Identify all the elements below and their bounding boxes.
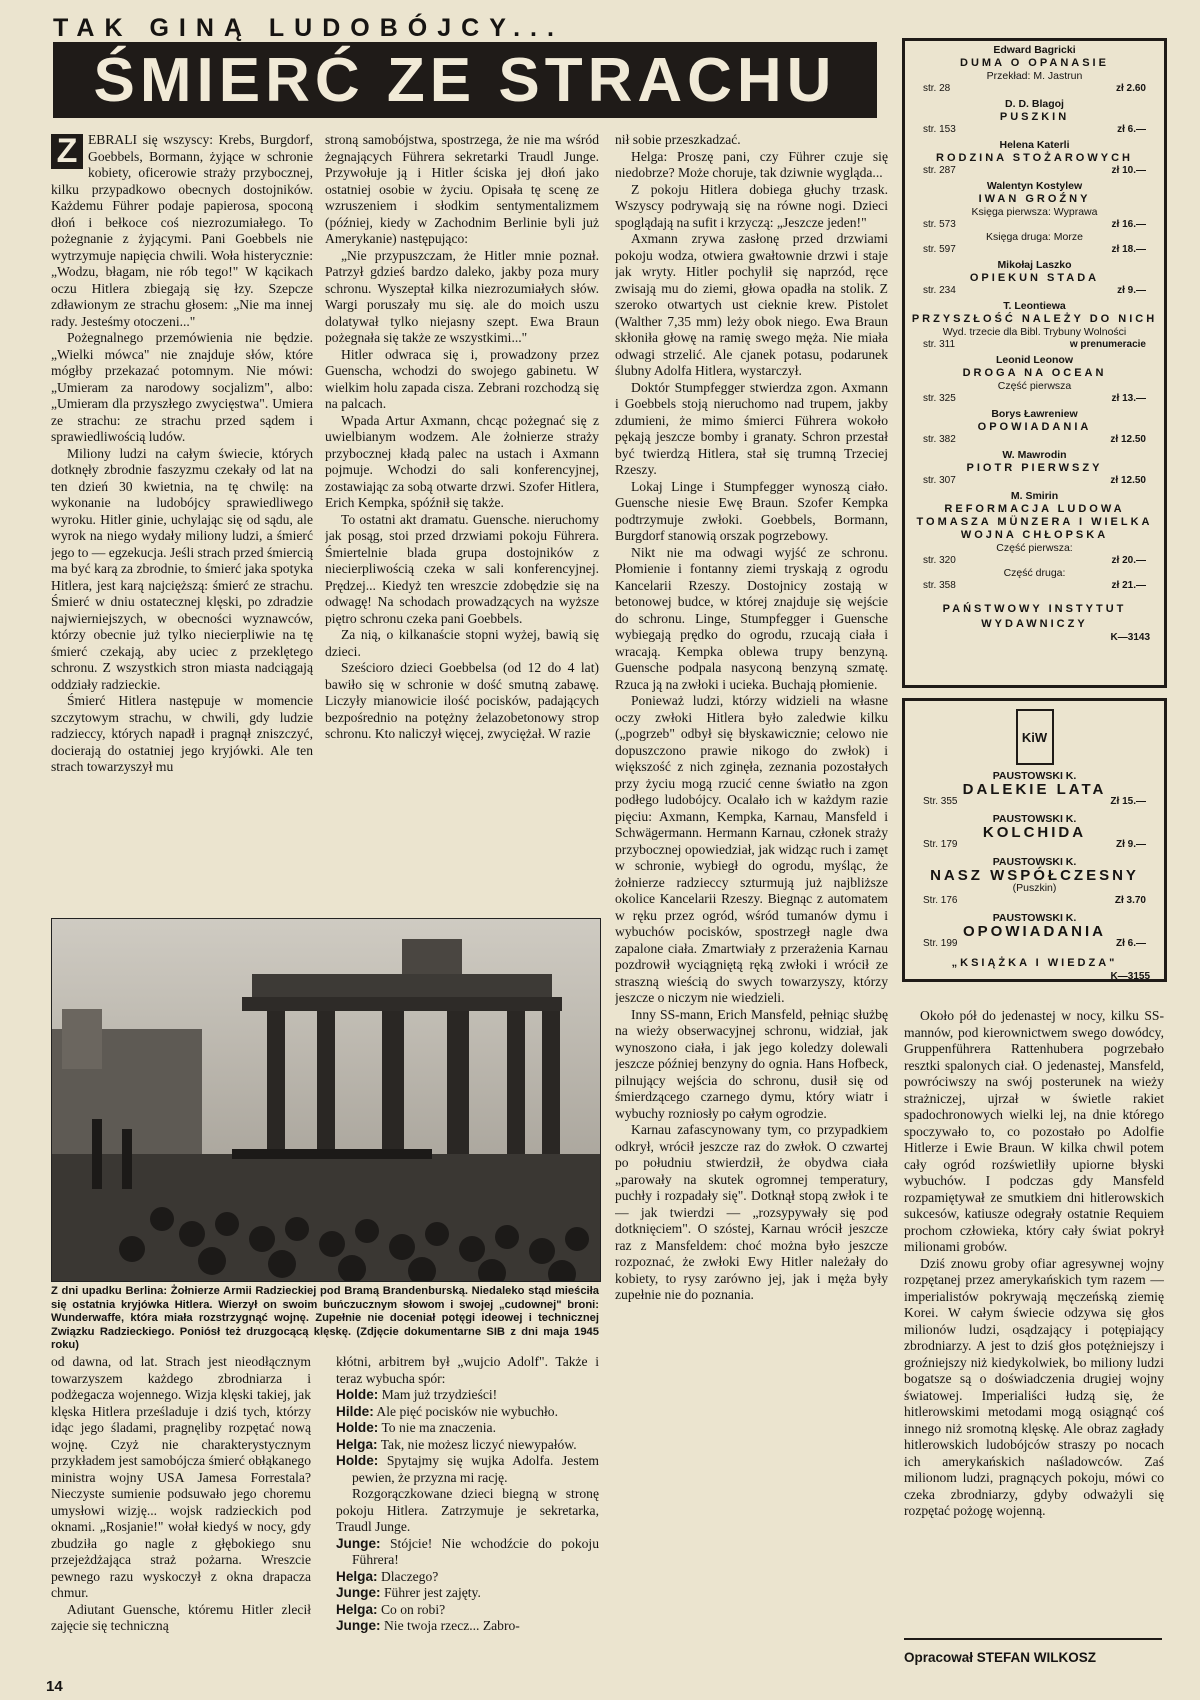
ad-publisher: PAŃSTWOWY INSTYTUT WYDAWNICZY <box>942 603 1127 630</box>
headline: ŚMIERĆ ZE STRACHU <box>53 42 877 118</box>
book-price: Zł 9.— <box>1115 839 1146 850</box>
book-price-row <box>905 339 1164 351</box>
book-price-row <box>905 434 1164 446</box>
paragraph: Axmann zrywa zasłonę przed drzwiami pokoju wodza, otwiera gwałtownie drzwi i staje jak wryty. Hitler pochylił się naprzód, ręce zwisają mu do ziemi, głowa opadła na stolik. Z szeroko otwartych ust cieknie krew. Pistolet (Walther 7,35 mm) leży obok niego. Ewa Braun skłoniła głowę na ramię swego męża. Nie miała odwagi strzelić. Ale cjanek potasu, podarunek ślubny Adolfa Hitlera, wystarczył. <box>615 231 888 378</box>
ad-book-entry <box>905 44 1164 95</box>
ad-book-entry <box>905 354 1164 405</box>
book-title: OPOWIADANIA <box>977 421 1092 433</box>
dialog-line: Helga: Co on robi? <box>336 1601 446 1617</box>
book-price-row <box>905 895 1164 907</box>
book-title: DROGA NA OCEAN <box>962 367 1107 379</box>
ad-book-entry <box>905 259 1164 297</box>
berlin-brandenburg-gate-photo <box>51 918 601 1282</box>
book-title: DUMA O OPANASIE <box>960 57 1109 69</box>
article-column-3 <box>615 132 888 1682</box>
photo-illustration <box>52 919 600 1281</box>
ad-book-entry <box>905 856 1164 907</box>
book-title: OPIEKUN STADA <box>969 272 1100 284</box>
photo-caption: Z dni upadku Berlina: Żołnierze Armii Radzieckiej pod Bramą Brandenburską. Niedaleko stąd mieściła się ostatnia kryjówka Hitlera. Wierzył on swoim buńczucznym słowom i swojej „cudownej" broni: Wunderwaffe, która miała rozstrzygnąć wojnę. Zupełnie nie doceniał potęgi ideowej i technicznej Związku Radzieckiego. Poniósł też druzgocącą klęskę. (Zdjęcie dokumentarne SIB z dni maja 1945 roku) <box>51 1285 599 1352</box>
paragraph: Karnau zafascynowany tym, co przypadkiem odkrył, wrócił jeszcze raz do zwłok. O czwartej po południu stwierdził, że obydwa ciała „parowały na skutek ogromnej temperatury, puchły i rozpadały się". Dotknął stopą zwłok i te — jak twierdzi — „rozsypywały się pod dotknięciem". O szóstej, Karnau wrócił jeszcze raz z Mansfeldem: choć można było jeszcze rozpoznać, że zwłoki Ewy Hitler należały do kobiety, to rysy zarówno jej, jak i męża były zupełnie nie do poznania. <box>615 1122 888 1302</box>
book-price: zł 18.— <box>1111 244 1146 255</box>
ad-book-entry <box>905 449 1164 487</box>
paragraph: kłótni, arbitrem był „wujcio Adolf". Także i teraz wybucha spór: <box>336 1354 599 1386</box>
book-author: Leonid Leonow <box>996 354 1073 366</box>
dialog-line: Helga: Dlaczego? <box>336 1568 439 1584</box>
book-pages: str. 320 <box>923 555 956 566</box>
book-price: zł 12.50 <box>1110 434 1146 445</box>
book-subtitle: Przekład: M. Jastrun <box>986 70 1083 82</box>
book-price-row <box>905 393 1164 405</box>
book-price: zł 12.50 <box>1110 475 1146 486</box>
dialog-line: Helga: Tak, nie możesz liczyć niewypałów. <box>336 1436 577 1452</box>
book-pages: str. 325 <box>923 393 956 404</box>
paragraph: Śmierć Hitlera następuje w momencie szczytowym strachu, w chwili, gdy ludzie radzieccy, których napadł i pragnął zniszczyć, docierają do ostatniej jego kryjówki. Ale ten strach towarzyszył mu <box>51 693 313 774</box>
book-pages: str. 311 <box>923 339 956 350</box>
ad-book-entry <box>905 813 1164 851</box>
book-pages: Str. 176 <box>923 895 958 906</box>
paragraph: Adiutant Guensche, któremu Hitler zlecił zajęcie się techniczną <box>51 1601 311 1633</box>
publisher-ad-piw <box>902 38 1167 688</box>
book-title: REFORMACJA LUDOWA TOMASZA MÜNZERA I WIELKA WOJNA CHŁOPSKA <box>916 503 1153 541</box>
book-author: D. D. Blagoj <box>1005 98 1064 110</box>
paragraph: Rozgorączkowane dzieci biegną w stronę pokoju Hitlera. Zatrzymuje je sekretarka, Traudl Junge. <box>336 1486 599 1534</box>
paragraph: nił sobie przeszkadzać. <box>615 132 741 147</box>
book-price-row <box>905 124 1164 136</box>
book-price-row <box>905 83 1164 95</box>
ad-book-entry <box>905 912 1164 950</box>
book-price-row <box>905 219 1164 231</box>
book-author: Borys Ławreniew <box>991 408 1078 420</box>
paragraph: Sześcioro dzieci Goebbelsa (od 12 do 4 lat) bawiło się w schronie w dość smutną zabawę. Liczyły mianowicie ilość pocisków, padających bezpośrednio na potężny żelazobetonowy strop schronu. Kto naliczył więcej, zwyciężał. W razie <box>325 660 599 741</box>
book-author: M. Smirin <box>1010 490 1059 502</box>
paragraph: Nikt nie ma odwagi wyjść ze schronu. Płomienie i fontanny ziemi tryskają z ogrodu Kancelarii Rzeszy. Dostojnicy zostają w betonowej budce, w której znajduje się wejście do schronu. Linge, Stumpfegger i Guensche wybiegają prędko do ogrodu, rzucają ciała i wracają. Kempka oblewa trupy benzyną. Guensche podpala nasyconą benzyną szmatę. Rzuca ją na zwłoki i ucieka. Buchają płomienie. <box>615 544 888 692</box>
book-price: zł 20.— <box>1111 555 1146 566</box>
book-pages: str. 153 <box>923 124 956 135</box>
book-pages: str. 358 <box>923 580 956 591</box>
paragraph: stroną samobójstwa, spostrzega, że nie ma wśród żegnających Führera sekretarki Traudl Junge. Przywołuje ją i Hitler ściska jej dłoń jako ostatniej osobie w życiu. Opisała tę scenę ze wzruszeniem i słodkim sentymentalizmem (później, kiedy w Zachodnim Berlinie byli już Amerykanie) następująco: <box>325 132 599 246</box>
dialog-line: Junge: Stójcie! Nie wchodźcie do pokoju Führera! <box>336 1535 599 1567</box>
book-price: w prenumeracie <box>1069 339 1146 350</box>
book-price-row <box>905 580 1164 592</box>
kiw-logo-icon: KiW <box>1016 709 1054 765</box>
book-pages: str. 382 <box>923 434 956 445</box>
book-pages: Str. 355 <box>923 796 958 807</box>
book-title: IWAN GROŹNY <box>978 193 1091 205</box>
paragraph: Miliony ludzi na całym świecie, których dotknęły zbrodnie faszyzmu czekały od lat na ten dzień 30 kwietnia, na tę chwilę: na wykonanie na ludobójcy sprawiedliwego wyroku. Hitler ginie, uchylając się od sądu, ale wyrok na niego wydały miliony ludzi, a śmierć jego to — egzekucja. Jeśli strach przed śmiercią ma być karą za zbrodnie, to śmierć jaka spotyka Hitlera, jest karą najcięższą: śmierć ze strachu. Śmierć w dniu ostatecznej klęski, po zdradzie najwierniejszych, w obecności wyznawców, którzy obecnie już tylko niecierpliwie na tę śmierć czekają, aby uciec z przeklętego schronu. Z wszystkich stron miasta nadciągają oddziały radzieckie. <box>51 445 313 692</box>
paragraph: Wpada Artur Axmann, chcąc pożegnać się z uwielbianym wodzem. Ale żołnierze straży przybocznej kładą palec na ustach i Axmann pojmuje. Wchodzi do sali konferencyjnej, zostawiając za sobą otwarte drzwi. Szofer Hitlera, Erich Kempka, spóźnił się także. <box>325 412 599 510</box>
book-subtitle: Część pierwsza: <box>996 542 1073 554</box>
paragraph: Inny SS-mann, Erich Mansfeld, pełniąc służbę na wieży obserwacyjnej schronu, widział, jak wynoszono ciała, i jak jego koledzy dolewali jeszcze później benzyny do ognia. Hans Hofbeck, pilnujący wejścia do schronu, dusił się od śmierdzącego czarnego dymu, który wiatr i wybuchy rozniosły po całym ogrodzie. <box>615 1006 888 1121</box>
book-author: Mikołaj Laszko <box>997 259 1072 271</box>
article-column-2 <box>325 132 599 912</box>
book-title: PRZYSZŁOŚĆ NALEŻY DO NICH <box>911 313 1158 325</box>
book-pages: Str. 199 <box>923 938 958 949</box>
ad-code: K—3155 <box>1110 971 1150 982</box>
paragraph: „Nie przypuszczam, że Hitler mnie poznał. Patrzył gdzieś bardzo daleko, jakby poza mury schronu. Wyszeptał kilka niezrozumiałych słów. Wargi poruszały mu się. ale do moich uszu dolatywał tylko niejasny szept. Ewa Braun pożegnała się także ze wszystkimi..." <box>325 247 599 345</box>
book-price: zł 10.— <box>1111 165 1146 176</box>
paragraph: Za nią, o kilkanaście stopni wyżej, bawią się dzieci. <box>325 627 599 659</box>
paragraph: Hitler odwraca się i, prowadzony przez Guenscha, wchodzi do swojego gabinetu. W wielkim holu zapada cisza. Zebrani rozchodzą się na palcach. <box>325 346 599 411</box>
book-title: RODZINA STOŻAROWYCH <box>936 152 1133 164</box>
article-column-1 <box>51 132 313 912</box>
book-price: zł 6.— <box>1117 124 1146 135</box>
book-pages: str. 597 <box>923 244 956 255</box>
page-number: 14 <box>46 1678 63 1695</box>
book-price-row <box>905 475 1164 487</box>
book-price: Zł 3.70 <box>1114 895 1146 906</box>
book-author: Helena Katerli <box>999 139 1070 151</box>
book-title: KOLCHIDA <box>982 824 1087 841</box>
kiw-logo <box>905 709 1164 765</box>
book-title: DALEKIE LATA <box>962 781 1107 798</box>
book-pages: str. 28 <box>923 83 951 94</box>
ad-code: K—3143 <box>1110 632 1150 643</box>
ad-book-entry <box>905 300 1164 351</box>
paragraph: Pożegnalnego przemówienia nie będzie. „Wielki mówca" nie znajduje słów, które mógłby przekazać potomnym. Nie mówi: „Umieram za narodowy socjalizm", albo: „Umieram dla przyszłego zwycięstwa". Umiera ze strachu: ze strachu przed sądem i sprawiedliwością ludów. <box>51 330 313 444</box>
book-author: W. Mawrodin <box>1002 449 1067 461</box>
publisher-ad-kiw <box>902 698 1167 982</box>
ad-book-list <box>905 44 1164 592</box>
book-subtitle: Część pierwsza <box>997 380 1072 392</box>
book-author: PAUSTOWSKI K. <box>992 912 1077 924</box>
book-pages: str. 307 <box>923 475 956 486</box>
dialog-line: Holde: Spytajmy się wujka Adolfa. Jestem pewien, że przyzna mi rację. <box>336 1453 599 1485</box>
book-author: PAUSTOWSKI K. <box>992 856 1077 868</box>
paragraph: To ostatni akt dramatu. Guensche. nieruchomy jak posąg, stoi przed drzwiami pokoju Führera. Śmiertelnie blada grupa dostojników z niecierpliwością czeka w sali konferencyjnej. Prędzej... Kiedyż ten wreszcie zdobędzie się na odwagę! Na schodach prowadzących na wyższe piętro schronu czeka pani Goebbels. <box>325 511 599 626</box>
book-price: Zł 6.— <box>1115 938 1146 949</box>
ad-publisher: „KSIĄŻKA I WIEDZA" <box>951 957 1118 969</box>
book-pages: str. 573 <box>923 219 956 230</box>
paragraph: Z EBRALI się wszyscy: Krebs, Burgdorf, Goebbels, Bormann, żyjące w schronie kobiety, oficerowie straży przybocznej, kilku przypadkowo obecnych dostojników. Każdemu Führer podaje papierosa, spoconą dłoń i bełkoce coś niezrozumiałego. To pożegnanie z żyjącymi. Pani Goebbels nie wytrzymuje napięcia chwili. Woła histerycznie: „Wodzu, błagam, nie rób tego!" W kącikach oczu Hitlera zbiegają się łzy. Szepcze zdławionym ze strachu głosem: „Nie ma innej rady. Jesteśmy otoczeni..." <box>51 132 313 329</box>
paragraph: Helga: Proszę pani, czy Führer czuje się niedobrze? Może choruje, tak dziwnie wygląda... <box>615 148 888 180</box>
book-author: PAUSTOWSKI K. <box>992 770 1077 782</box>
ad-book-entry <box>905 98 1164 136</box>
article-column-5 <box>51 1354 311 1669</box>
paragraph: Lokaj Linge i Stumpfegger wynoszą ciało. Guensche niesie Ewę Braun. Szofer Kempka podtrzymuje zwłoki. Goebbels, Bormann, Burgdorf stanowią orszak pogrzebowy. <box>615 478 888 543</box>
article-column-4 <box>904 1008 1164 1633</box>
book-price-row <box>905 555 1164 567</box>
paragraph: Doktór Stumpfegger stwierdza zgon. Axmann i Goebbels stoją nieruchomo nad trupem, jakby zdumieni, że mimo śmierci Führera wokoło pękają jeszcze bomby i granaty. Schron przestał być twierdzą Hitlera, stał się trumną Trzeciej Rzeszy. <box>615 379 888 477</box>
dialog-line: Hilde: Ale pięć pocisków nie wybuchło. <box>336 1403 559 1419</box>
dialog-line: Junge: Führer jest zajęty. <box>336 1585 481 1600</box>
book-author: Edward Bagricki <box>993 44 1076 56</box>
book-pages: str. 234 <box>923 285 956 296</box>
paragraph: Około pół do jedenastej w nocy, kilku SS-mannów, pod kierownictwem swego dowódcy, Gruppenführera Rattenhubera pogrzebało resztki spalonych ciał. O jedenastej, Mansfeld, powróciwszy na swój posterunek na wieży strażniczej, ujrzał w świetle rakiet spadochronowych wielki lej, na dnie którego spoczywało to, co pozostało po Adolfie Hitlerze i Ewie Braun. W kilka chwil potem cały ogród rozświetliły upiorne błyski wybuchów. I podczas gdy Mansfeld rozpamiętywał ze smutkiem dni hitlerowskich sukcesów, katiusze odegrały ostatnie Requiem prochom człowieka, który cały świat pokrył milionami grobów. <box>904 1008 1164 1254</box>
book-author: Walentyn Kostylew <box>986 180 1083 192</box>
paragraph: Z pokoju Hitlera dobiega głuchy trzask. Wszyscy podrywają się na równe nogi. Dzieci spoglądają na sufit i krzyczą: „Jeszcze jeden!" <box>615 181 888 230</box>
ad-book-entry <box>905 770 1164 808</box>
signature-rule <box>904 1638 1162 1640</box>
book-price-row <box>905 244 1164 256</box>
ad-book-entry <box>905 408 1164 446</box>
kicker: TAK GINĄ LUDOBÓJCY... <box>53 14 564 42</box>
book-author: PAUSTOWSKI K. <box>992 813 1077 825</box>
ad-book-entry <box>905 490 1164 592</box>
book-subtitle: Księga pierwsza: Wyprawa <box>971 206 1098 218</box>
book-subtitle: (Puszkin) <box>1012 882 1057 894</box>
paragraph: od dawna, od lat. Strach jest nieodłącznym towarzyszem każdego zbrodniarza i podżegacza wojennego. Wizja klęski takiej, jak klęska Hitlera prześladuje i dziś tych, którzy idąc jego śladami, pragnęliby rozpętać nową wojnę. Czyż nie charakterystycznym przykładem jest samobójcza śmierć obłąkanego ministra wojny USA Jamesa Forrestala? Nieczyste sumienie podsuwało jego choremu umysłowi wizję... wojsk radzieckich pod oknami. „Rosjanie!" wołał kiedyś w nocy, gdy zbudziła go nagle z głębokiego snu przejeżdżająca straż pożarna. Wreszcie pewnego razu wyskoczył z okna drapacza chmur. <box>51 1354 311 1600</box>
book-price: Zł 15.— <box>1110 796 1146 807</box>
dialog-line: Holde: To nie ma znaczenia. <box>336 1420 496 1435</box>
book-subtitle: Wyd. trzecie dla Bibl. Trybuny Wolności <box>942 326 1127 338</box>
book-subtitle: Księga druga: Morze <box>986 231 1083 243</box>
book-price-row <box>905 165 1164 177</box>
ad-book-entry <box>905 139 1164 177</box>
paragraph: Dziś znowu groby ofiar agresywnej wojny rozpętanej przez amerykańskich tym razem — imperialistów pokrywają męczeńską ziemię Korei. W całym świecie odzywa się głos milionów ludzi, osądzający i potępiający zbrodniarzy. A jest to dziś głos potężniejszy i groźniejszy niż kiedykolwiek, bo miliony ludzi bogatsze są o doświadczenia drugiej wojny światowej. Imperialiści łudzą się, że hitlerowskimi metodami mogą osiągnąć coś innego niż sromotną klęskę. Ale obraz zagłady hitlerowskich ludobójców straszy po nocach ich amerykańskich naśladowców. Zaś milionom ludzi, pragnących pokoju, mówi co czeka zbrodniarzy, gdyby odważyli się rozpętać pożogę wojenną. <box>904 1255 1164 1518</box>
dropcap: Z <box>51 134 83 169</box>
ad-book-entry <box>905 180 1164 256</box>
book-title: PIOTR PIERWSZY <box>966 462 1103 474</box>
ad-book-list <box>905 770 1164 950</box>
book-price: zł 16.— <box>1111 219 1146 230</box>
book-title: PUSZKIN <box>999 111 1070 123</box>
book-title: NASZ WSPÓŁCZESNY <box>930 867 1139 884</box>
book-author: T. Leontiewa <box>1003 300 1066 312</box>
book-pages: str. 287 <box>923 165 956 176</box>
book-price: zł 21.— <box>1111 580 1146 591</box>
book-title: OPOWIADANIA <box>963 923 1106 940</box>
author-signature: Opracował STEFAN WILKOSZ <box>904 1650 1097 1665</box>
book-price: zł 2.60 <box>1115 83 1146 94</box>
book-pages: Str. 179 <box>923 839 958 850</box>
book-price: zł 13.— <box>1111 393 1146 404</box>
book-subtitle: Część druga: <box>1003 567 1066 579</box>
book-price-row <box>905 285 1164 297</box>
book-price: zł 9.— <box>1117 285 1146 296</box>
article-column-6 <box>336 1354 599 1674</box>
dialog-line: Holde: Mam już trzydzieści! <box>336 1387 498 1402</box>
paragraph: Ponieważ ludzi, którzy widzieli na własne oczy zwłoki Hitlera było zaledwie kilku („pogrzeb" odbył się błyskawicznie; celowo nie dopuszczono prawie nikogo do zwłok) i większość z nich zginęła, zeznania pozostałych przy życiu mogą rzucić cenne światło na zgon podłego ludobójcy. Ocalało ich w każdym razie pięciu: Axmann, Kempka, Karnau, Mansfeld i Schwägermann. Hermann Karnau, członek straży przybocznej opowiedział, jak widząc ruch i zamęt w schronie, wybiegł do ogrodu, myśląc, że żołnierze radzieccy szturmują już najbliższe okolice Kancelarii Rzeszy. Biegnąc z automatem w ręku przez ogród, wśród tumanów dymu i wybuchów pocisków, spostrzegł nagle dwa zapalone ciała. Zmartwiały z przerażenia Karnau pozdrowił wyciągniętą ręką zwłoki i wrócił ze straszną wieścią do swych towarzyszy, którzy jeszcze o niczym nie wiedzieli. <box>615 693 888 1005</box>
dialog-line: Junge: Nie twoja rzecz... Zabro- <box>336 1618 520 1633</box>
